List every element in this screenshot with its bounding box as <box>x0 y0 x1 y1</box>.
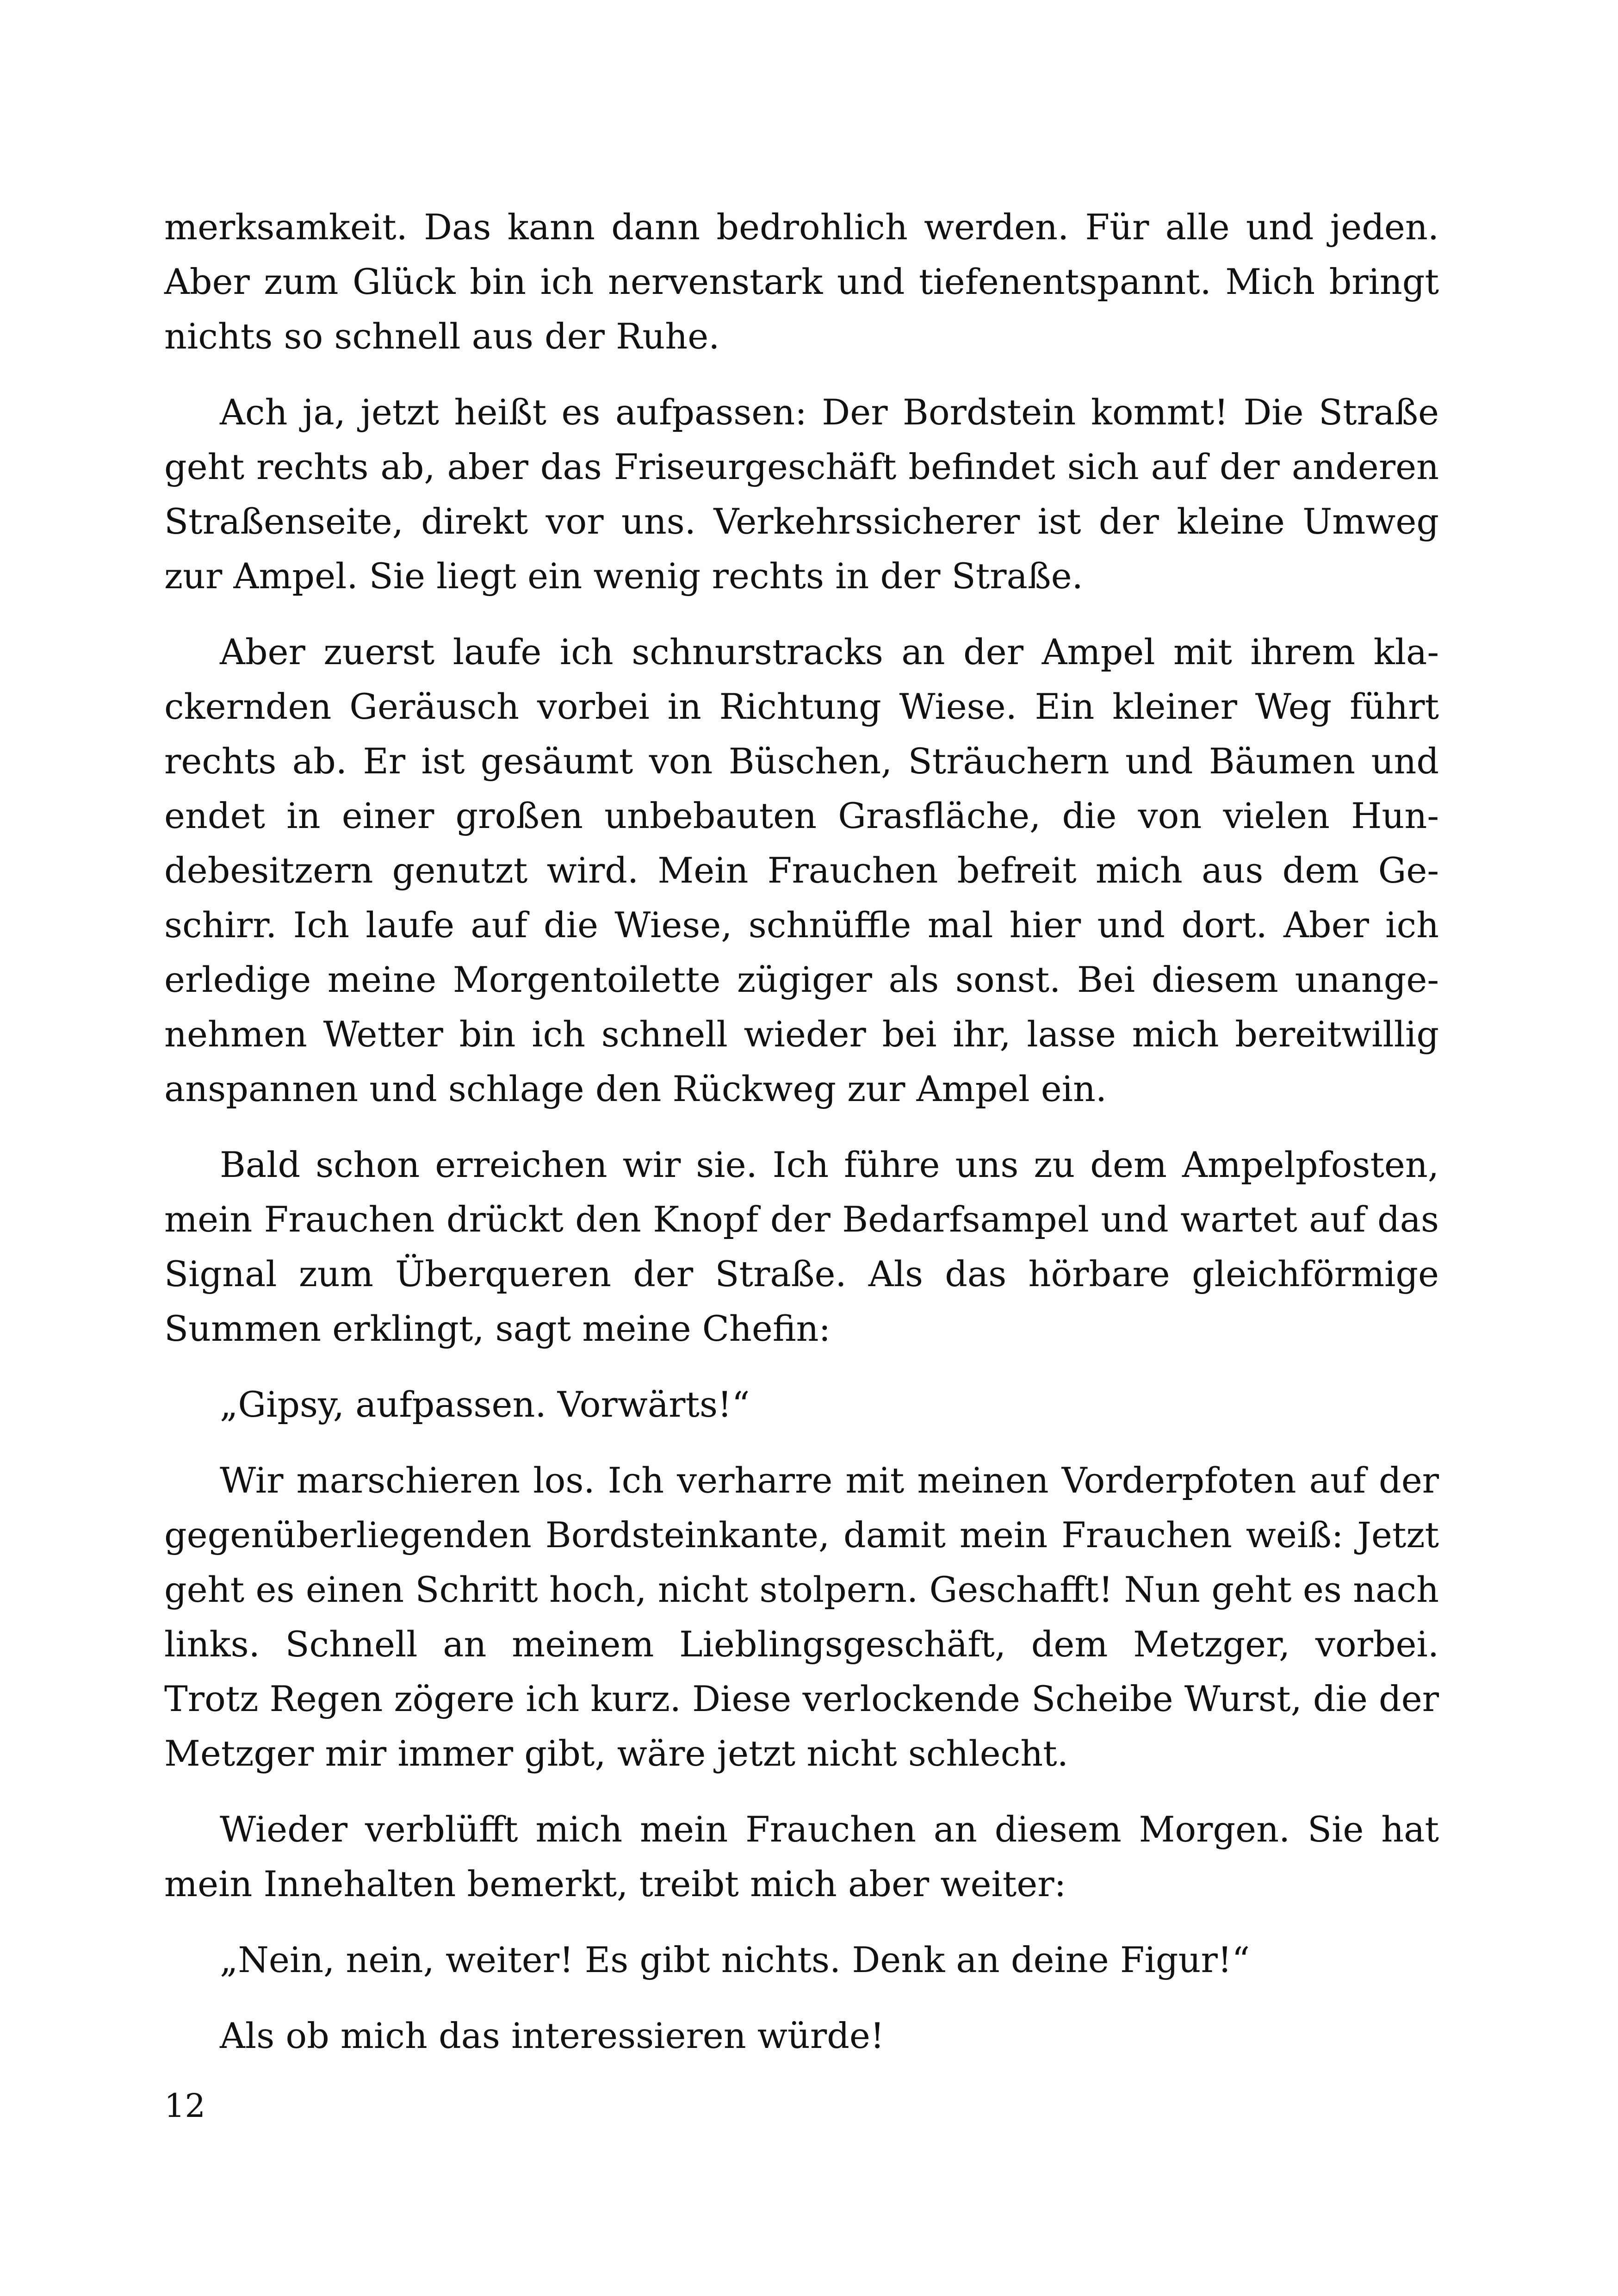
paragraph: Wir marschieren los. Ich verharre mit meinen Vorderpfoten auf der gegenüberliegenden Bordsteinkante, damit mein Frauchen weiß: Jetzt geht es einen Schritt hoch, nicht stolpern. Geschafft! Nun geht es nach links. Schnell an meinem Lieblingsgeschäft, dem Metzger, vorbei. Trotz Regen zögere ich kurz. Diese verlockende Scheibe Wurst, die der Metzger mir immer gibt, wäre jetzt nicht schlecht. <box>164 1460 1439 1774</box>
paragraph: Ach ja, jetzt heißt es aufpassen: Der Bordstein kommt! Die Straße geht rechts ab, aber das Friseurgeschäft befindet sich auf der anderen Straßenseite, direkt vor uns. Verkehrssicherer ist der kleine Umweg zur Ampel. Sie liegt ein wenig rechts in der Straße. <box>164 392 1439 597</box>
paragraph: Aber zuerst laufe ich schnurstracks an der Ampel mit ihrem klackernden Geräusch vorbei in Richtung Wiese. Ein kleiner Weg führt rechts ab. Er ist gesäumt von Büschen, Sträuchern und Bäumen und endet in einer großen unbebauten Grasfläche, die von vielen Hundebesitzern genutzt wird. Mein Frauchen befreit mich aus dem Geschirr. Ich laufe auf die Wiese, schnüffle mal hier und dort. Aber ich erledige meine Morgentoilette zügiger als sonst. Bei diesem unangenehmen Wetter bin ich schnell wieder bei ihr, lasse mich bereitwillig anspannen und schlage den Rückweg zur Ampel ein. <box>164 631 1439 1109</box>
dialogue-line: „Gipsy, aufpassen. Vorwärts!“ <box>220 1384 750 1425</box>
paragraph: Wieder verblüfft mich mein Frauchen an diesem Morgen. Sie hat mein Innehalten bemerkt, treibt mich aber weiter: <box>164 1809 1439 1904</box>
paragraph: Als ob mich das interessieren würde! <box>220 2015 885 2056</box>
dialogue-line: „Nein, nein, weiter! Es gibt nichts. Denk an deine Figur!“ <box>220 1939 1250 1980</box>
paragraph: merksamkeit. Das kann dann bedrohlich werden. Für alle und jeden. Aber zum Glück bin ich nervenstark und tiefenentspannt. Mich bringt nichts so schnell aus der Ruhe. <box>164 206 1439 357</box>
paragraph: Bald schon erreichen wir sie. Ich führe uns zu dem Ampelpfosten, mein Frauchen drückt den Knopf der Bedarfsampel und wartet auf das Signal zum Überqueren der Straße. Als das hörbare gleichförmige Summen erklingt, sagt meine Chefin: <box>164 1144 1439 1349</box>
body-text <box>164 200 1439 2084</box>
page-number: 12 <box>164 2087 206 2125</box>
